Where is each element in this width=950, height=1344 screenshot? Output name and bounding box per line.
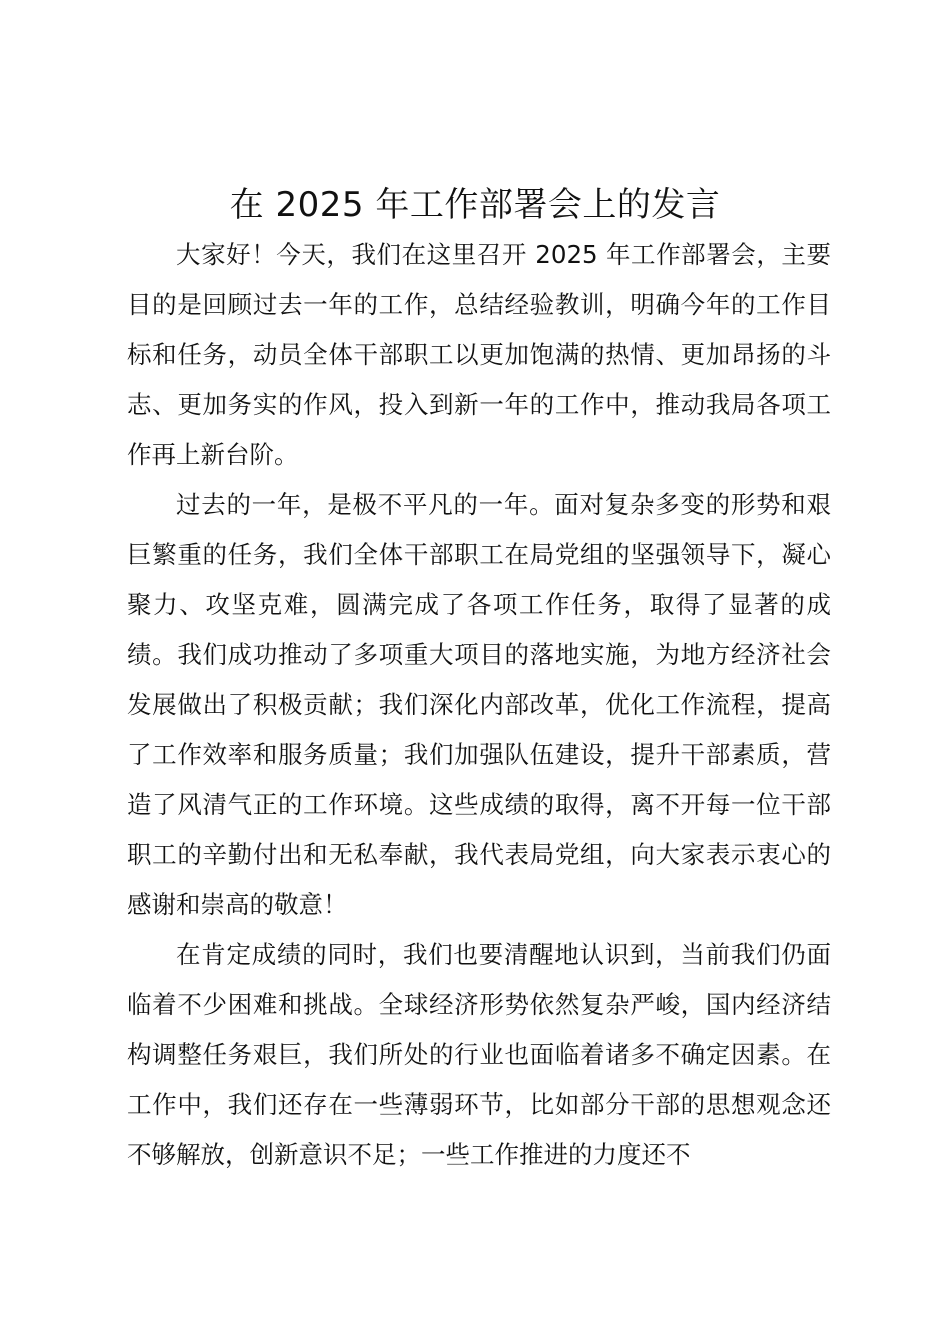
- paragraph-1: 大家好！今天，我们在这里召开 2025 年工作部署会，主要目的是回顾过去一年的工作，总结经验教训，明确今年的工作目标和任务，动员全体干部职工以更加饱满的热情、更加昂扬的斗志、更加务实的作风，投入到新一年的工作中，推动我局各项工作再上新台阶。: [127, 240, 831, 469]
- document-title: 在 2025 年工作部署会上的发言: [229, 185, 721, 225]
- document-body: [127, 230, 831, 1180]
- paragraph-3: 在肯定成绩的同时，我们也要清醒地认识到，当前我们仍面临着不少困难和挑战。全球经济形势依然复杂严峻，国内经济结构调整任务艰巨，我们所处的行业也面临着诸多不确定因素。在工作中，我们还存在一些薄弱环节，比如部分干部的思想观念还不够解放，创新意识不足；一些工作推进的力度还不: [127, 940, 831, 1169]
- paragraph-2: 过去的一年，是极不平凡的一年。面对复杂多变的形势和艰巨繁重的任务，我们全体干部职工在局党组的坚强领导下，凝心聚力、攻坚克难，圆满完成了各项工作任务，取得了显著的成绩。我们成功推动了多项重大项目的落地实施，为地方经济社会发展做出了积极贡献；我们深化内部改革，优化工作流程，提高了工作效率和服务质量；我们加强队伍建设，提升干部素质，营造了风清气正的工作环境。这些成绩的取得，离不开每一位干部职工的辛勤付出和无私奉献，我代表局党组，向大家表示衷心的感谢和崇高的敬意！: [127, 490, 831, 919]
